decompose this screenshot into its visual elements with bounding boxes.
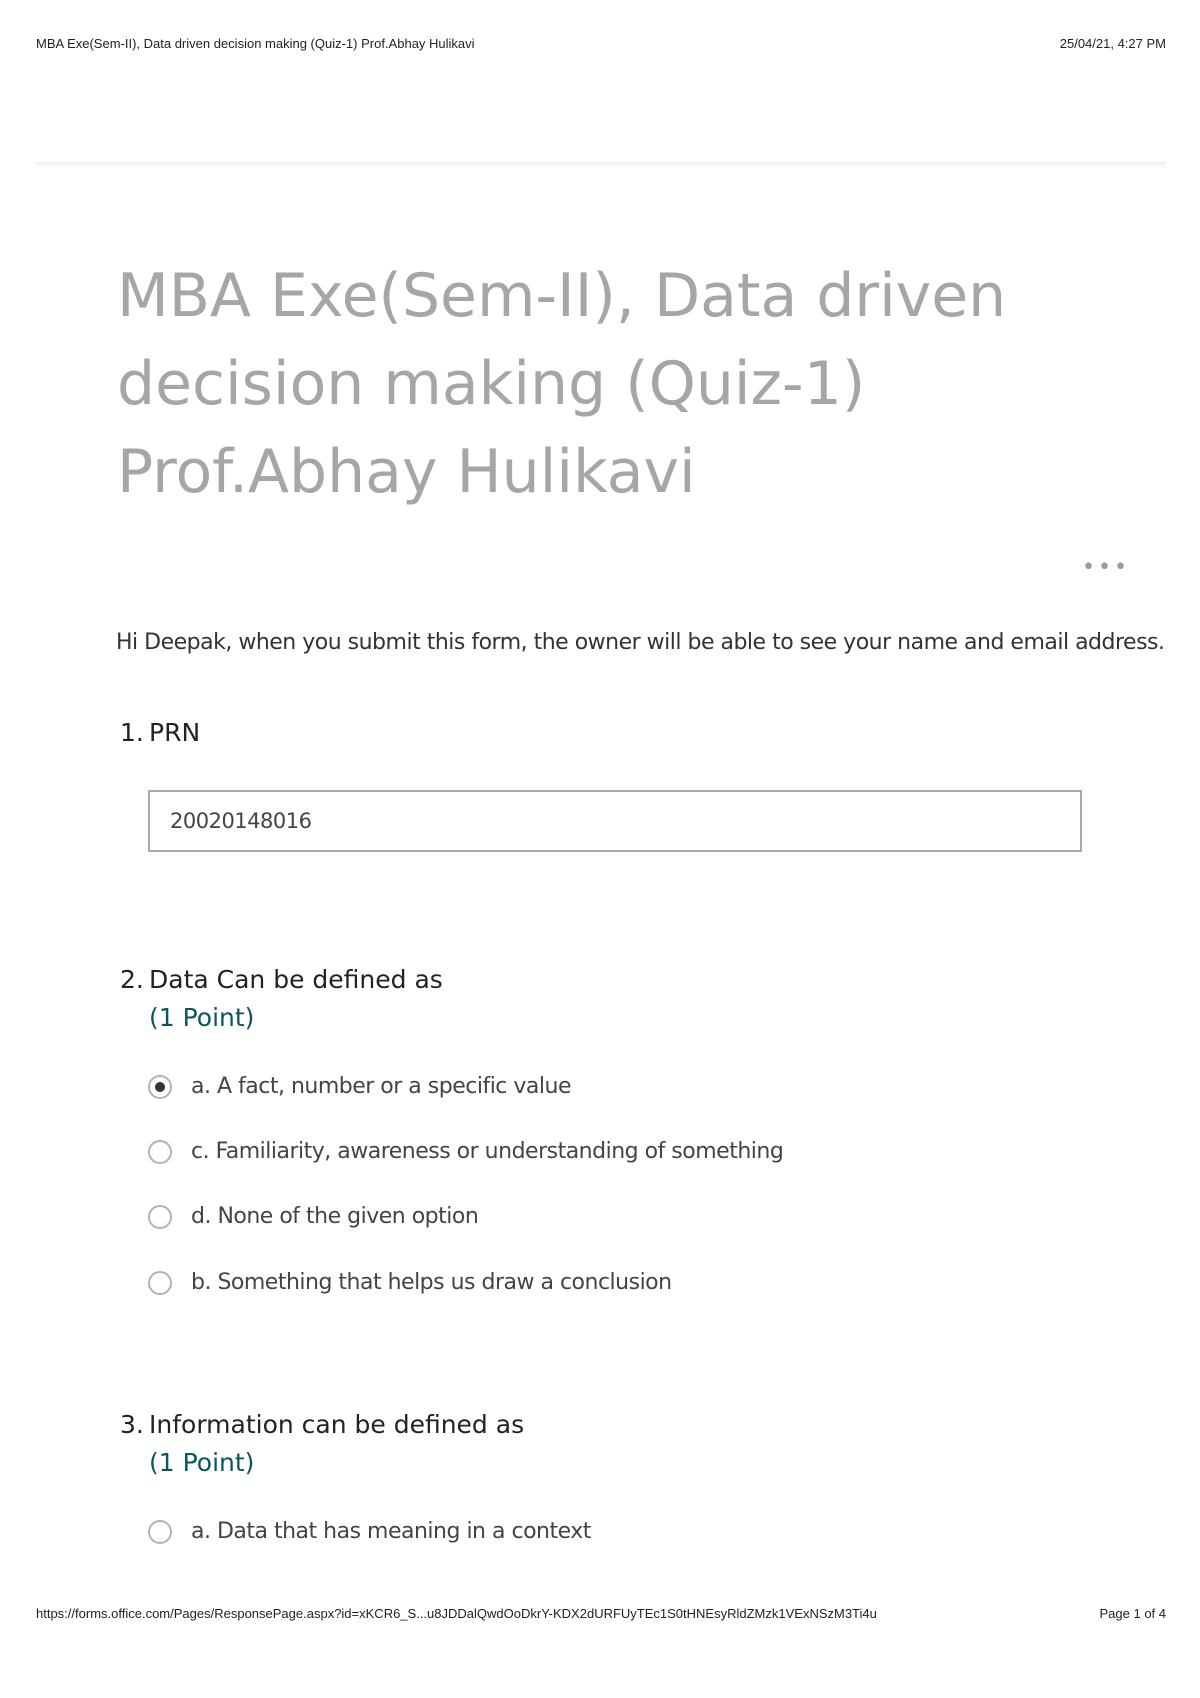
question-2-option-b[interactable] [148, 1270, 672, 1295]
question-3-points: (1 Point) [149, 1448, 255, 1477]
print-footer-url: https://forms.office.com/Pages/ResponsePage.aspx?id=xKCR6_S...u8JDDalQwdOoDkrY-KDX2dURFUyTEc1S0tHNEsyRldZMzk1VExNSzM3Ti4u [36, 1606, 877, 1621]
form-title: MBA Exe(Sem-II), Data driven decision making (Quiz-1) Prof.Abhay Hulikavi [117, 261, 1007, 507]
option-label: b. Something that helps us draw a conclusion [191, 1270, 672, 1295]
radio-icon[interactable] [148, 1271, 172, 1295]
option-label: d. None of the given option [191, 1204, 479, 1229]
question-2-option-d[interactable] [148, 1204, 478, 1229]
prn-answer-value: 20020148016 [170, 809, 312, 833]
option-label: a. A fact, number or a specific value [191, 1074, 571, 1099]
question-1-number: 1. [120, 718, 144, 747]
question-2-number: 2. [120, 965, 144, 994]
question-2-points: (1 Point) [149, 1003, 255, 1032]
ellipsis-icon[interactable]: ••• [1082, 555, 1130, 580]
question-2-label: Data Can be defined as [149, 965, 443, 994]
identity-notice: Hi Deepak, when you submit this form, the owner will be able to see your name and email address. [116, 630, 1165, 655]
question-3-title [120, 1410, 524, 1439]
radio-icon[interactable] [148, 1520, 172, 1544]
question-2-option-a[interactable] [148, 1074, 571, 1099]
radio-icon[interactable] [148, 1205, 172, 1229]
question-3-option-a[interactable] [148, 1519, 591, 1544]
print-footer [36, 1606, 1166, 1621]
print-footer-page: Page 1 of 4 [1099, 1606, 1166, 1621]
question-3-number: 3. [120, 1410, 144, 1439]
radio-icon[interactable] [148, 1140, 172, 1164]
option-label: a. Data that has meaning in a context [191, 1519, 591, 1544]
print-header-title: MBA Exe(Sem-II), Data driven decision making (Quiz-1) Prof.Abhay Hulikavi [36, 36, 475, 51]
prn-answer-field[interactable] [148, 790, 1082, 852]
question-1-title [120, 718, 200, 747]
print-header-datetime: 25/04/21, 4:27 PM [1059, 36, 1166, 51]
radio-selected-icon[interactable] [148, 1075, 172, 1099]
question-3-label: Information can be defined as [149, 1410, 525, 1439]
question-2-option-c[interactable] [148, 1139, 783, 1164]
print-header [36, 36, 1166, 51]
form-top-divider [36, 162, 1166, 169]
option-label: c. Familiarity, awareness or understanding of something [191, 1139, 784, 1164]
question-1-label: PRN [149, 718, 201, 747]
question-2-title [120, 965, 443, 994]
